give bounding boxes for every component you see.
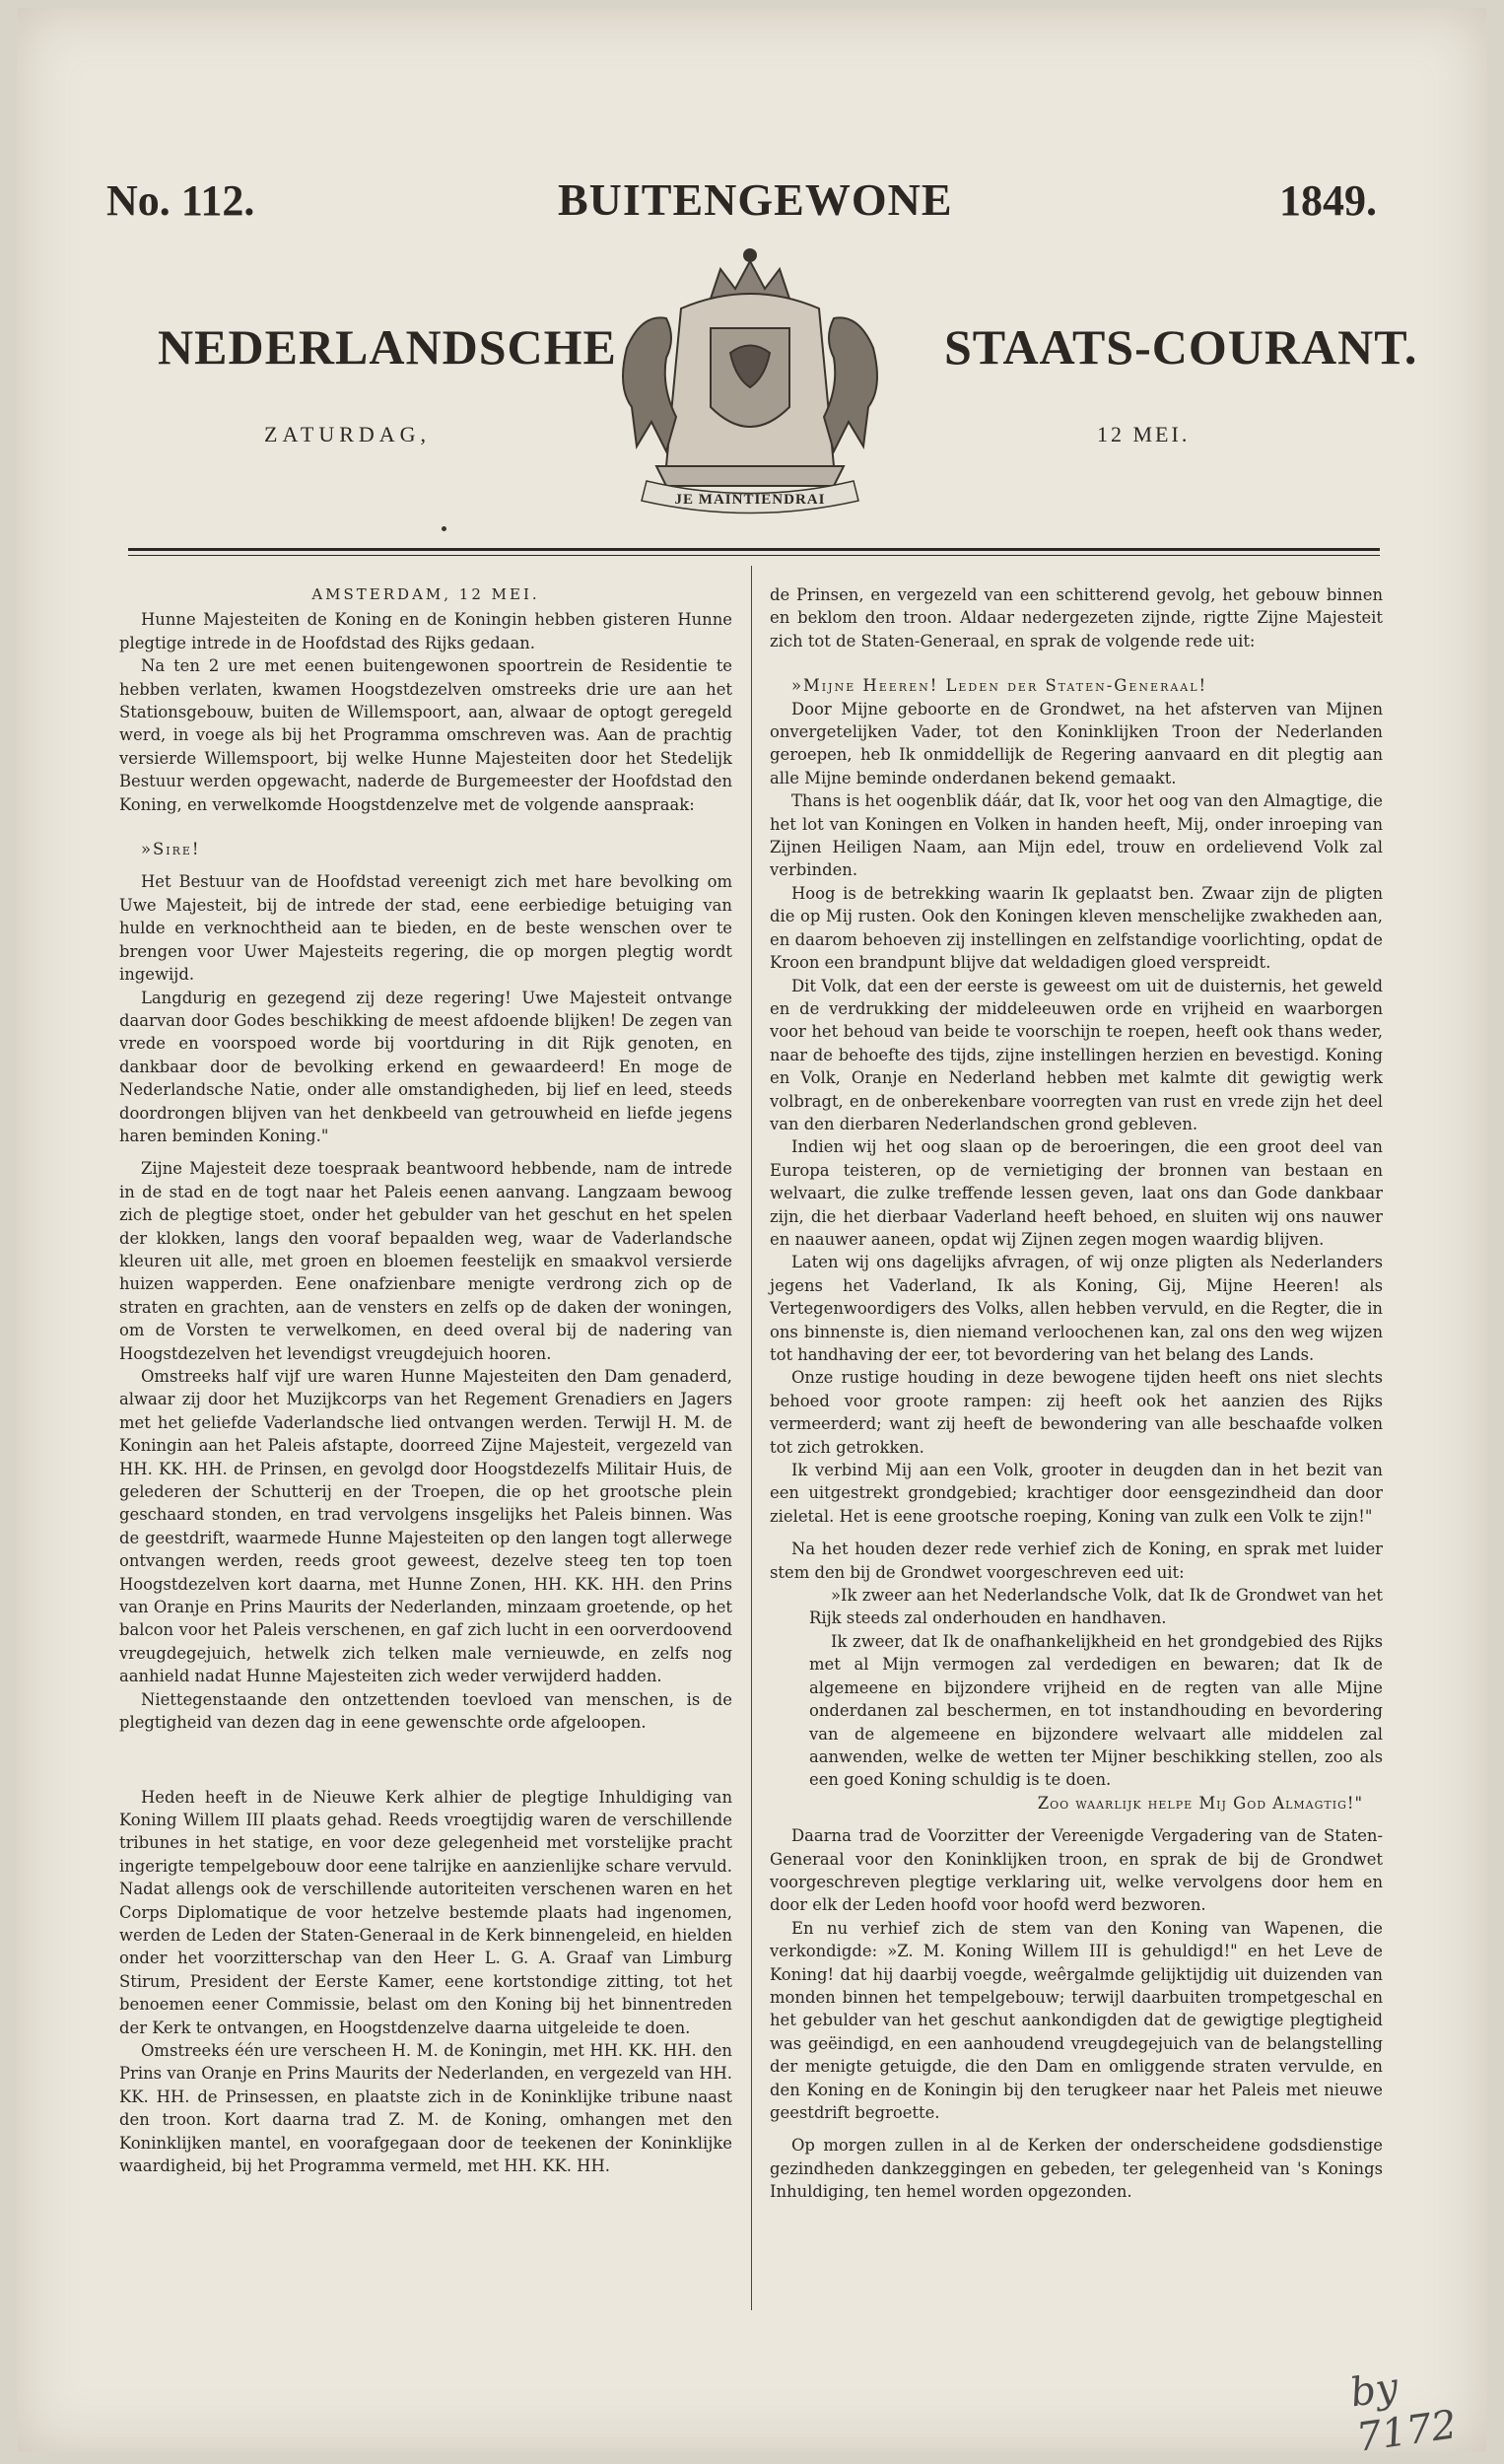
paragraph: En nu verhief zich de stem van den Koning van Wapenen, die verkondigde: »Z. M. Koning Willem III is gehuldigd!" en het Leve de Koning! dat hij daarbij voegde, weêrgalmde gelijktijdig uit duizenden van monden binnen het tempelgebouw; terwijl daarbuiten trompetgeschal en het gebulder van het geschut aankondigden dat de gewigtige plegtigheid was geëindigd, en een aanhoudend vreugdegejuich van de belangstelling der menigte getuigde, die den Dam en omliggende straten vervulde, en den Koning en de Koningin bij den terugkeer naar het Paleis met nieuwe geestdrift begroette. (770, 1918, 1383, 2122)
issue-year: 1849. (1279, 176, 1377, 225)
coat-of-arms-emblem (587, 240, 913, 515)
archive-handwritten-note: by 7172 (1347, 2364, 1460, 2461)
right-column (770, 583, 1383, 2204)
weekday: ZATURDAG, (264, 422, 432, 446)
paragraph: Laten wij ons dagelijks afvragen, of wij onze pligten als Nederlanders jegens het Vaderland, Ik als Koning, Gij, Mijne Heeren! als Vertegenwoordigers des Volks, allen hebben vervuld, en die Regter, die in ons binnenste is, dien niemand verloochenen kan, zal ons den weg wijzen tot handhaving der eer, tot bevordering van het belang des Lands. (770, 1253, 1383, 1364)
motto-text: JE MAINTIENDRAI (674, 492, 826, 508)
paragraph: Zijne Majesteit deze toespraak beantwoord hebbende, nam de intrede in de stad en de togt naar het Paleis eenen aanvang. Langzaam bewoog zich de plegtige stoet, onder het gebulder van het geschut en het spelen der klokken, langs den vooraf bepaalden weg, waar de Vaderlandsche kleuren uit alle, met groen en bloemen feestelijk en smaakvol versierde huizen wapperden. Eene onafzienbare menigte verdrong zich op de straten en grachten, aan de vensters en zelfs op de daken der woningen, om de Vorsten te verwelkomen, en deed overal bij de nadering van Hoogstdezelven het levendigst vreugdejuich hooren. (119, 1159, 732, 1363)
paragraph: Hunne Majesteiten de Koning en de Koningin hebben gisteren Hunne plegtige intrede in de Hoofdstad des Rijks gedaan. (119, 610, 732, 652)
paragraph: Omstreeks half vijf ure waren Hunne Majesteiten den Dam genaderd, alwaar zij door het Muzijkcorps van het Regement Grenadiers en Jagers met het geliefde Vaderlandsche lied ontvangen werden. Terwijl H. M. de Koningin aan het Paleis afstapte, doorreed Zijne Majesteit, vergezeld van HH. KK. HH. de Prinsen, en gevolgd door Hoogstdezelfs Militair Huis, de gelederen der Schutterij en der Troepen, die op het grootsche plein geschaard stonden, en trad vervolgens insgelijks het Paleis binnen. Was de geestdrift, waarmede Hunne Majesteiten op den langen togt allerwege ontvangen werden, reeds groot geweest, dezelve steeg ten top toen Hoogstdezelven kort daarna, met Hunne Zonen, HH. KK. HH. den Prins van Oranje en Prins Maurits der Nederlanden, minzaam groetende, op het balcon voor het Paleis verschenen, en gaf zich lucht in een oorverdoovend vreugdegejuich, hetwelk zich telken male vernieuwde, en zelfs nog aanhield nadat Hunne Majesteiten zich weder verwijderd hadden. (119, 1367, 732, 1686)
oath-closing: Zoo waarlijk helpe Mij God Almagtig!" (1037, 1793, 1363, 1813)
paragraph: Hoog is de betrekking waarin Ik geplaatst ben. Zwaar zijn de pligten die op Mij rusten. Ook den Koningen kleven menschelijke zwakheden aan, en daarom behoeven zij instellingen en zelfstandige voorlichting, opdat de Kroon een brandpunt blijve dat weldadigen gloed verspreidt. (770, 883, 1383, 973)
paragraph: Het Bestuur van de Hoofdstad vereenigt zich met hare bevolking om Uwe Majesteit, bij de intrede der stad, eene eerbiedige betuiging van hulde en verknochtheid aan te bieden, en de beste wenschen over te brengen voor Uwer Majesteits regering, die op morgen plegtig wordt ingewijd. (119, 872, 732, 985)
paragraph: Langdurig en gezegend zij deze regering! Uwe Majesteit ontvange daarvan door Godes beschikking de meest afdoende blijken! De zegen van vrede en voorspoed worde bij voortduring in dit Rijk genoten, en dankbaar door de bevolking erkend en gewaardeerd! En moge de Nederlandsche Natie, onder alle omstandigheden, bij lief en leed, steeds doordrongen blijven van het denkbeeld van getrouwheid en liefde jegens haren beminden Koning." (119, 988, 732, 1145)
address-salutation: »Mijne Heeren! Leden der Staten-Generaal! (791, 676, 1208, 696)
print-dot (442, 526, 446, 531)
paragraph: Daarna trad de Voorzitter der Vereenigde Vergadering van de Staten-Generaal voor den Koninklijken troon, en sprak de bij de Grondwet voorgeschreven plegtige verklaring uit, welke vervolgens door hem en door elk der Leden hoofd voor hoofd werd bezworen. (770, 1826, 1383, 1915)
paragraph: Onze rustige houding in deze bewogene tijden heeft ons niet slechts behoed voor groote rampen: zij heeft ook het aanzien des Rijks vermeerderd; want zij heeft de bewondering van alle beschaafde volken tot zich getrokken. (770, 1368, 1383, 1457)
paragraph: Heden heeft in de Nieuwe Kerk alhier de plegtige Inhuldiging van Koning Willem III plaats gehad. Reeds vroegtijdig waren de verschillende tribunes in het statige, en voor deze gelegenheid met vorstelijke pracht ingerigte tempelgebouw door eene talrijke en aanzienlijke schare vervuld. Nadat allengs ook de verschillende autoriteiten verschenen waren en het Corps Diplomatique de voor hetzelve bestemde plaats had ingenomen, werden de Leden der Staten-Generaal in de Kerk binnengeleid, en hielden onder het voorzitterschap van den Heer L. G. A. Graaf van Limburg Stirum, President der Eerste Kamer, eene kortstondige zitting, tot het benoemen eener Commissie, belast om den Koning bij het binnentreden der Kerk te ontvangen, en Hoogstdenzelve daarna uitgeleide te doen. (119, 1787, 732, 2037)
column-divider (751, 566, 752, 2310)
left-column (119, 583, 732, 2177)
title-left: NEDERLANDSCHE (158, 319, 617, 375)
paragraph: Na ten 2 ure met eenen buitengewonen spoortrein de Residentie te hebben verlaten, kwamen Hoogstdezelven omstreeks drie ure aan het Stationsgebouw, buiten de Willemspoort, aan, alwaar de optogt geregeld werd, in voege als bij het Programma omschreven was. Aan de prachtig versierde Willemspoort, bij welke Hunne Majesteiten door het Stedelijk Bestuur werden opgewacht, naderde de Burgemeester der Hoofdstad den Koning, en verwelkomde Hoogstdenzelve met de volgende aanspraak: (119, 656, 732, 814)
paragraph: Niettegenstaande den ontzettenden toevloed van menschen, is de plegtigheid van dezen dag in eene gewenschte orde afgeloopen. (119, 1689, 732, 1733)
oath-paragraph: »Ik zweer aan het Nederlandsche Volk, dat Ik de Grondwet van het Rijk steeds zal onderhouden en handhaven. (809, 1586, 1383, 1628)
paragraph: Indien wij het oog slaan op de beroeringen, die een groot deel van Europa teisteren, op de vernietiging der bronnen van bestaan en welvaart, die zulke treffende lessen geven, laat ons dan Gode dankbaar zijn, die het dierbaar Vaderland heeft behoed, en sluiten wij ons nauwer en naauwer aaneen, opdat wij Zijnen zegen mogen waardig blijven. (770, 1137, 1383, 1249)
header-rule-thin (128, 555, 1380, 556)
paragraph: Ik verbind Mij aan een Volk, grooter in deugden dan in het bezit van een uitgestrekt grondgebied; krachtiger door eensgezindheid dan door zieletal. Het is eene grootsche roeping, Koning van zulk een Volk te zijn!" (770, 1461, 1383, 1526)
paragraph: Na het houden dezer rede verhief zich de Koning, en sprak met luider stem den bij de Grondwet voorgeschreven eed uit: (770, 1540, 1383, 1582)
address-salutation: »Sire! (141, 840, 201, 859)
title-right: STAATS-COURANT. (944, 319, 1418, 375)
paragraph: Dit Volk, dat een der eerste is geweest om uit de duisternis, het geweld en de verdrukking der middeleeuwen orde en vrijheid en waarborgen voor het behoud van beide te voorschijn te roepen, heeft ook thans weder, naar de behoefte des tijds, zijne instellingen herzien en bevestigd. Koning en Volk, Oranje en Nederland hebben met kalmte dit gewigtig werk volbragt, en de onberekenbare voorregten van rust en vrede zijn het deel van den dierbaren Nederlandschen grond gebleven. (770, 976, 1383, 1133)
issue-date: 12 MEI. (1097, 422, 1191, 446)
newspaper-page (18, 8, 1486, 2461)
edition-type: BUITENGEWONE (558, 174, 953, 225)
paragraph: Omstreeks één ure verscheen H. M. de Koningin, met HH. KK. HH. den Prins van Oranje en Prins Maurits der Nederlanden, en vergezeld van HH. KK. HH. de Prinsessen, en plaatste zich in de Koninklijke tribune naast den troon. Kort daarna trad Z. M. de Koning, omhangen met den Koninklijken mantel, en voorafgegaan door de teekenen der Koninklijke waardigheid, bij het Programma vermeld, met HH. KK. HH. (119, 2040, 732, 2175)
paragraph: Op morgen zullen in al de Kerken der onderscheidene godsdienstige gezindheden dankzeggingen en gebeden, ter gelegenheid van 's Konings Inhuldiging, ten hemel worden opgezonden. (770, 2136, 1383, 2202)
oath-paragraph: Ik zweer, dat Ik de onafhankelijkheid en het grondgebied des Rijks met al Mijn vermogen zal verdedigen en bewaren; dat Ik de algemeene en bijzondere vrijheid en de regten van alle Mijne onderdanen zal beschermen, en tot instandhouding en bevordering van de algemeene en bijzondere welvaart alle middelen zal aanwenden, welke de wetten ter Mijner beschikking stellen, zoo als een goed Koning schuldig is te doen. (809, 1631, 1383, 1790)
paragraph: Door Mijne geboorte en de Grondwet, na het afsterven van Mijnen onvergetelijken Vader, tot den Koninklijken Troon der Nederlanden geroepen, heb Ik onmiddellijk de Regering aanvaard en dit plegtig aan alle Mijne beminde onderdanen bekend gemaakt. (770, 699, 1383, 787)
issue-number: No. 112. (106, 176, 255, 225)
dateline: AMSTERDAM, 12 MEI. (311, 585, 540, 603)
header-rule (128, 548, 1380, 551)
paragraph: de Prinsen, en vergezeld van een schitterend gevolg, het gebouw binnen en beklom den troon. Aldaar nedergezeten zijnde, rigtte Zijne Majesteit zich tot de Staten-Generaal, en sprak de volgende rede uit: (770, 585, 1383, 650)
paragraph: Thans is het oogenblik dáár, dat Ik, voor het oog van den Almagtige, die het lot van Koningen en Volken in handen heeft, Mij, onder inroeping van Zijnen Heiligen Naam, aan Mijn edel, trouw en ordelievend Volk zal verbinden. (770, 791, 1383, 880)
